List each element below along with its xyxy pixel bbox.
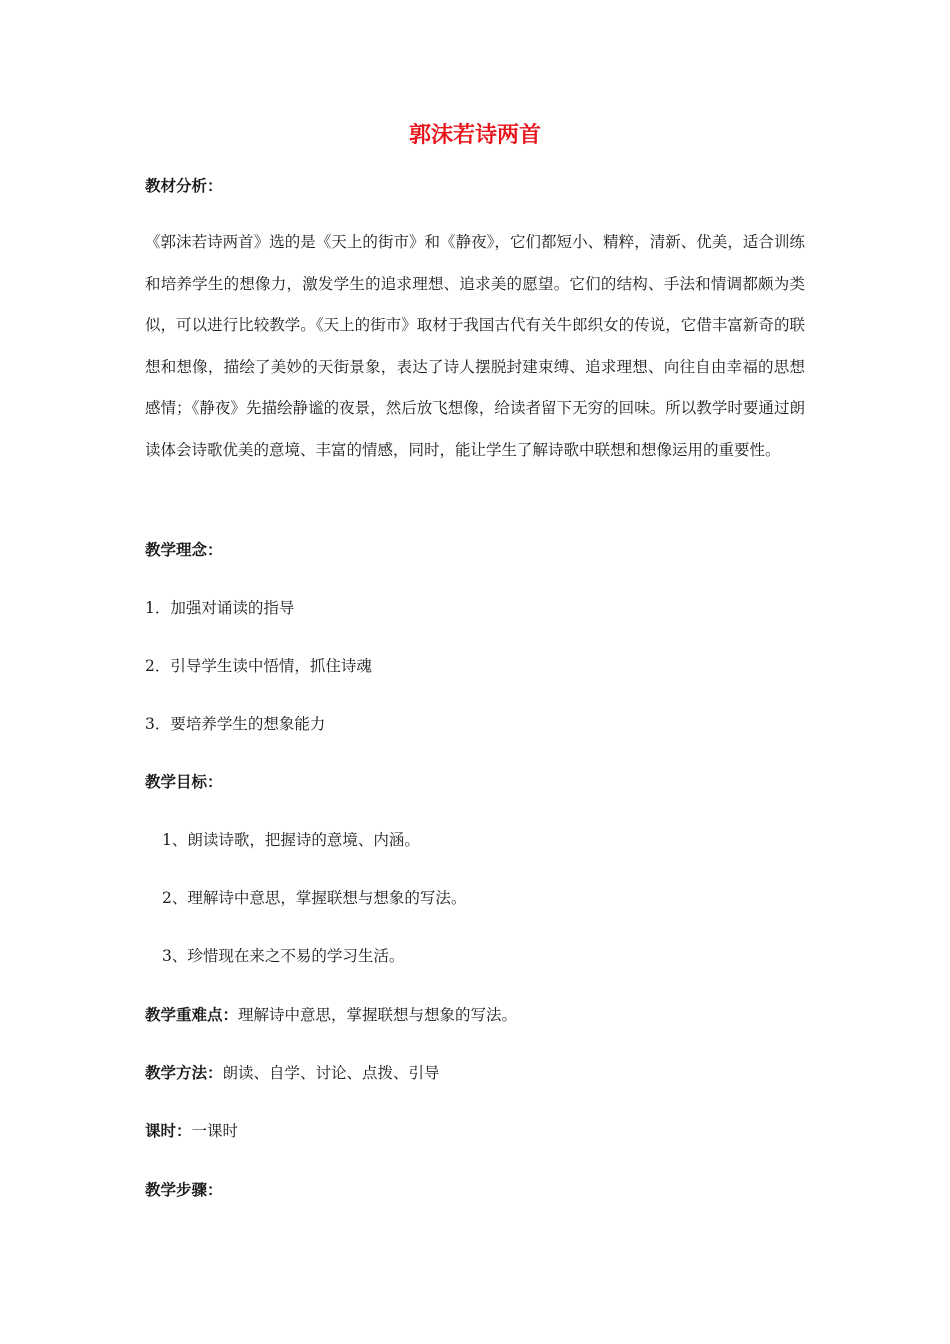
objective-item-3: 3、珍惜现在来之不易的学习生活。 [162,947,405,965]
objective-item-1: 1、朗读诗歌，把握诗的意境、内涵。 [162,831,420,849]
duration-line [145,1121,805,1141]
steps-heading-text: 教学步骤： [145,1181,223,1199]
philosophy-heading-text: 教学理念： [145,541,223,559]
philosophy-item-2: 2．引导学生读中悟情，抓住诗魂 [145,657,372,675]
key-points-value: 理解诗中意思，掌握联想与想象的写法。 [238,1006,518,1024]
objective-item-2: 2、理解诗中意思，掌握联想与想象的写法。 [162,889,467,907]
objectives-heading-text: 教学目标： [145,773,223,791]
philosophy-item-1: 1．加强对诵读的指导 [145,599,295,617]
key-points-line [145,1005,805,1025]
methods-heading: 教学方法： [145,1064,223,1082]
analysis-heading-text: 教材分析： [145,177,223,195]
duration-value: 一课时 [191,1122,239,1140]
key-points-heading: 教学重难点： [145,1006,239,1024]
analysis-heading [145,176,805,196]
methods-line [145,1063,805,1083]
objectives-heading [145,772,805,792]
document-title: 郭沫若诗两首 [408,123,541,148]
philosophy-item-3: 3．要培养学生的想象能力 [145,715,326,733]
philosophy-heading [145,540,805,560]
methods-value: 朗读、自学、讨论、点拨、引导 [222,1064,440,1082]
duration-heading: 课时： [145,1122,192,1140]
steps-heading [145,1180,805,1200]
analysis-paragraph: 《郭沫若诗两首》选的是《天上的街市》和《静夜》，它们都短小、精粹，清新、优美，适合训练和培养学生的想像力，激发学生的追求理想、追求美的愿望。它们的结构、手法和情调都颇为类似，可以进行比较教学。《天上的街市》取材于我国古代有关牛郎织女的传说，它借丰富新奇的联想和想像，描绘了美妙的天街景象，表达了诗人摆脱封建束缚、追求理想、向往自由幸福的思想感情；《静夜》先描绘静谧的夜景，然后放飞想像，给读者留下无穷的回味。所以教学时要通过朗读体会诗歌优美的意境、丰富的情感，同时，能让学生了解诗歌中联想和想像运用的重要性。 [145,233,805,459]
